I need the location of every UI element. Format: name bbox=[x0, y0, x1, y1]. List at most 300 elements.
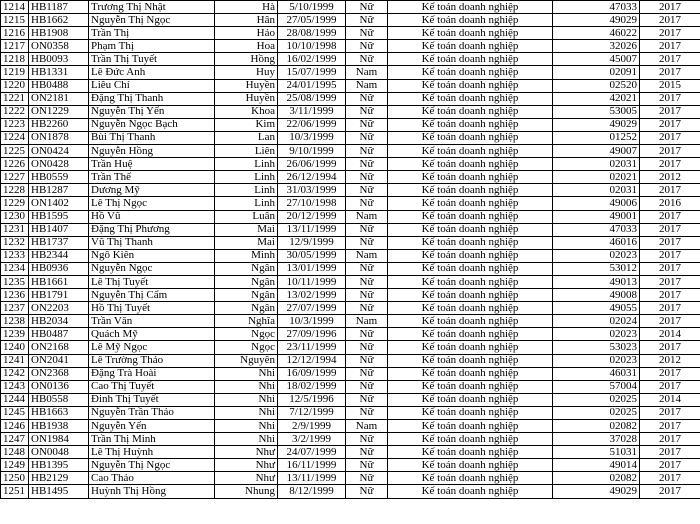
student-code-cell: HB1663 bbox=[29, 406, 89, 419]
gender-cell: Nữ bbox=[346, 118, 388, 131]
major-cell: Kế toán doanh nghiệp bbox=[388, 262, 553, 275]
given-name-cell: Nhi bbox=[215, 380, 278, 393]
surname-middle-name-cell: Nguyễn Yến bbox=[89, 420, 215, 433]
birth-date-cell: 28/08/1999 bbox=[278, 27, 346, 40]
given-name-cell: Ngọc bbox=[215, 341, 278, 354]
surname-middle-name-cell: Bùi Thị Thanh bbox=[89, 131, 215, 144]
given-name-cell: Huyền bbox=[215, 79, 278, 92]
year-cell: 2017 bbox=[640, 53, 700, 66]
birth-date-cell: 7/12/1999 bbox=[278, 406, 346, 419]
major-code-cell: 49029 bbox=[553, 118, 640, 131]
table-row bbox=[1, 171, 700, 184]
table-row bbox=[1, 485, 700, 498]
major-code-cell: 02021 bbox=[553, 171, 640, 184]
major-cell: Kế toán doanh nghiệp bbox=[388, 275, 553, 288]
gender-cell: Nữ bbox=[346, 446, 388, 459]
row-number-cell: 1249 bbox=[1, 459, 29, 472]
gender-cell: Nữ bbox=[346, 27, 388, 40]
birth-date-cell: 18/02/1999 bbox=[278, 380, 346, 393]
birth-date-cell: 3/2/1999 bbox=[278, 433, 346, 446]
birth-date-cell: 10/10/1998 bbox=[278, 40, 346, 53]
major-code-cell: 45007 bbox=[553, 53, 640, 66]
student-code-cell: HB1395 bbox=[29, 459, 89, 472]
given-name-cell: Hân bbox=[215, 14, 278, 27]
birth-date-cell: 13/02/1999 bbox=[278, 289, 346, 302]
year-cell: 2017 bbox=[640, 118, 700, 131]
year-cell: 2017 bbox=[640, 380, 700, 393]
given-name-cell: Ngọc bbox=[215, 328, 278, 341]
gender-cell: Nam bbox=[346, 66, 388, 79]
given-name-cell: Luân bbox=[215, 210, 278, 223]
major-code-cell: 32026 bbox=[553, 40, 640, 53]
major-cell: Kế toán doanh nghiệp bbox=[388, 249, 553, 262]
surname-middle-name-cell: Nguyễn Thị Yến bbox=[89, 105, 215, 118]
major-cell: Kế toán doanh nghiệp bbox=[388, 472, 553, 485]
student-code-cell: HB1737 bbox=[29, 236, 89, 249]
year-cell: 2017 bbox=[640, 92, 700, 105]
given-name-cell: Khoa bbox=[215, 105, 278, 118]
table-row bbox=[1, 158, 700, 171]
table-row bbox=[1, 249, 700, 262]
year-cell: 2017 bbox=[640, 236, 700, 249]
birth-date-cell: 9/10/1999 bbox=[278, 145, 346, 158]
table-row bbox=[1, 341, 700, 354]
surname-middle-name-cell: Nguyễn Trần Thảo bbox=[89, 406, 215, 419]
year-cell: 2017 bbox=[640, 145, 700, 158]
year-cell: 2017 bbox=[640, 446, 700, 459]
table-row bbox=[1, 79, 700, 92]
row-number-cell: 1216 bbox=[1, 27, 29, 40]
major-cell: Kế toán doanh nghiệp bbox=[388, 27, 553, 40]
given-name-cell: Hảo bbox=[215, 27, 278, 40]
student-code-cell: HB2129 bbox=[29, 472, 89, 485]
major-code-cell: 53012 bbox=[553, 262, 640, 275]
major-code-cell: 49013 bbox=[553, 275, 640, 288]
year-cell: 2017 bbox=[640, 459, 700, 472]
table-row bbox=[1, 27, 700, 40]
given-name-cell: Như bbox=[215, 446, 278, 459]
student-code-cell: ON0424 bbox=[29, 145, 89, 158]
table-row bbox=[1, 275, 700, 288]
table-row bbox=[1, 380, 700, 393]
given-name-cell: Hồng bbox=[215, 53, 278, 66]
year-cell: 2017 bbox=[640, 275, 700, 288]
table-row bbox=[1, 302, 700, 315]
major-cell: Kế toán doanh nghiệp bbox=[388, 158, 553, 171]
row-number-cell: 1236 bbox=[1, 289, 29, 302]
gender-cell: Nữ bbox=[346, 236, 388, 249]
gender-cell: Nữ bbox=[346, 184, 388, 197]
birth-date-cell: 12/12/1994 bbox=[278, 354, 346, 367]
major-code-cell: 49001 bbox=[553, 210, 640, 223]
major-cell: Kế toán doanh nghiệp bbox=[388, 197, 553, 210]
table-row bbox=[1, 14, 700, 27]
surname-middle-name-cell: Cao Thảo bbox=[89, 472, 215, 485]
row-number-cell: 1232 bbox=[1, 236, 29, 249]
major-code-cell: 47033 bbox=[553, 223, 640, 236]
row-number-cell: 1226 bbox=[1, 158, 29, 171]
table-row bbox=[1, 145, 700, 158]
year-cell: 2017 bbox=[640, 66, 700, 79]
surname-middle-name-cell: Huỳnh Thị Hồng bbox=[89, 485, 215, 498]
year-cell: 2017 bbox=[640, 433, 700, 446]
year-cell: 2017 bbox=[640, 131, 700, 144]
major-cell: Kế toán doanh nghiệp bbox=[388, 171, 553, 184]
table-row bbox=[1, 328, 700, 341]
year-cell: 2017 bbox=[640, 184, 700, 197]
student-code-cell: HB1908 bbox=[29, 27, 89, 40]
major-cell: Kế toán doanh nghiệp bbox=[388, 446, 553, 459]
student-code-cell: ON0136 bbox=[29, 380, 89, 393]
major-code-cell: 02025 bbox=[553, 393, 640, 406]
table-row bbox=[1, 105, 700, 118]
major-cell: Kế toán doanh nghiệp bbox=[388, 433, 553, 446]
surname-middle-name-cell: Lê Thị Ngọc bbox=[89, 197, 215, 210]
gender-cell: Nam bbox=[346, 249, 388, 262]
given-name-cell: Nhi bbox=[215, 393, 278, 406]
gender-cell: Nữ bbox=[346, 433, 388, 446]
surname-middle-name-cell: Nguyễn Thị Ngọc bbox=[89, 14, 215, 27]
table-row bbox=[1, 53, 700, 66]
table-row bbox=[1, 40, 700, 53]
student-code-cell: HB1495 bbox=[29, 485, 89, 498]
row-number-cell: 1214 bbox=[1, 1, 29, 14]
row-number-cell: 1235 bbox=[1, 275, 29, 288]
birth-date-cell: 24/07/1999 bbox=[278, 446, 346, 459]
gender-cell: Nữ bbox=[346, 275, 388, 288]
gender-cell: Nữ bbox=[346, 158, 388, 171]
row-number-cell: 1248 bbox=[1, 446, 29, 459]
student-code-cell: HB2260 bbox=[29, 118, 89, 131]
surname-middle-name-cell: Cao Thị Tuyết bbox=[89, 380, 215, 393]
major-cell: Kế toán doanh nghiệp bbox=[388, 1, 553, 14]
major-code-cell: 57004 bbox=[553, 380, 640, 393]
major-cell: Kế toán doanh nghiệp bbox=[388, 380, 553, 393]
given-name-cell: Ngân bbox=[215, 302, 278, 315]
given-name-cell: Nhi bbox=[215, 367, 278, 380]
birth-date-cell: 13/11/1999 bbox=[278, 472, 346, 485]
birth-date-cell: 24/01/1995 bbox=[278, 79, 346, 92]
gender-cell: Nữ bbox=[346, 354, 388, 367]
major-code-cell: 46031 bbox=[553, 367, 640, 380]
birth-date-cell: 31/03/1999 bbox=[278, 184, 346, 197]
major-code-cell: 51031 bbox=[553, 446, 640, 459]
student-code-cell: HB0558 bbox=[29, 393, 89, 406]
major-cell: Kế toán doanh nghiệp bbox=[388, 328, 553, 341]
given-name-cell: Như bbox=[215, 459, 278, 472]
row-number-cell: 1233 bbox=[1, 249, 29, 262]
major-code-cell: 53023 bbox=[553, 341, 640, 354]
student-code-cell: ON2041 bbox=[29, 354, 89, 367]
surname-middle-name-cell: Liêu Chí bbox=[89, 79, 215, 92]
surname-middle-name-cell: Vũ Thị Thanh bbox=[89, 236, 215, 249]
major-cell: Kế toán doanh nghiệp bbox=[388, 485, 553, 498]
student-code-cell: HB2344 bbox=[29, 249, 89, 262]
given-name-cell: Mai bbox=[215, 236, 278, 249]
surname-middle-name-cell: Đặng Trà Hoài bbox=[89, 367, 215, 380]
given-name-cell: Nghĩa bbox=[215, 315, 278, 328]
birth-date-cell: 27/09/1996 bbox=[278, 328, 346, 341]
major-cell: Kế toán doanh nghiệp bbox=[388, 118, 553, 131]
year-cell: 2017 bbox=[640, 27, 700, 40]
surname-middle-name-cell: Đặng Thị Thanh bbox=[89, 92, 215, 105]
student-code-cell: ON2203 bbox=[29, 302, 89, 315]
major-cell: Kế toán doanh nghiệp bbox=[388, 66, 553, 79]
gender-cell: Nữ bbox=[346, 223, 388, 236]
student-code-cell: ON1984 bbox=[29, 433, 89, 446]
row-number-cell: 1231 bbox=[1, 223, 29, 236]
student-code-cell: HB0936 bbox=[29, 262, 89, 275]
row-number-cell: 1217 bbox=[1, 40, 29, 53]
birth-date-cell: 10/3/1999 bbox=[278, 131, 346, 144]
birth-date-cell: 30/05/1999 bbox=[278, 249, 346, 262]
year-cell: 2014 bbox=[640, 328, 700, 341]
surname-middle-name-cell: Lê Thị Huỳnh bbox=[89, 446, 215, 459]
gender-cell: Nữ bbox=[346, 302, 388, 315]
row-number-cell: 1243 bbox=[1, 380, 29, 393]
major-code-cell: 53005 bbox=[553, 105, 640, 118]
year-cell: 2017 bbox=[640, 105, 700, 118]
year-cell: 2017 bbox=[640, 420, 700, 433]
year-cell: 2016 bbox=[640, 197, 700, 210]
student-code-cell: HB0487 bbox=[29, 328, 89, 341]
gender-cell: Nữ bbox=[346, 459, 388, 472]
row-number-cell: 1238 bbox=[1, 315, 29, 328]
year-cell: 2017 bbox=[640, 210, 700, 223]
year-cell: 2017 bbox=[640, 14, 700, 27]
student-code-cell: HB0093 bbox=[29, 53, 89, 66]
student-code-cell: ON1878 bbox=[29, 131, 89, 144]
table-row bbox=[1, 406, 700, 419]
gender-cell: Nữ bbox=[346, 328, 388, 341]
surname-middle-name-cell: Hồ Thị Tuyết bbox=[89, 302, 215, 315]
surname-middle-name-cell: Lê Thị Tuyết bbox=[89, 275, 215, 288]
table-row bbox=[1, 433, 700, 446]
surname-middle-name-cell: Dương Mỹ bbox=[89, 184, 215, 197]
student-code-cell: HB1331 bbox=[29, 66, 89, 79]
major-code-cell: 46016 bbox=[553, 236, 640, 249]
major-code-cell: 46022 bbox=[553, 27, 640, 40]
given-name-cell: Hà bbox=[215, 1, 278, 14]
surname-middle-name-cell: Lê Đức Anh bbox=[89, 66, 215, 79]
table-body bbox=[1, 1, 700, 499]
birth-date-cell: 25/08/1999 bbox=[278, 92, 346, 105]
birth-date-cell: 27/07/1999 bbox=[278, 302, 346, 315]
surname-middle-name-cell: Quách Mỹ bbox=[89, 328, 215, 341]
major-code-cell: 02091 bbox=[553, 66, 640, 79]
given-name-cell: Hoa bbox=[215, 40, 278, 53]
gender-cell: Nam bbox=[346, 210, 388, 223]
row-number-cell: 1227 bbox=[1, 171, 29, 184]
major-cell: Kế toán doanh nghiệp bbox=[388, 393, 553, 406]
row-number-cell: 1242 bbox=[1, 367, 29, 380]
major-cell: Kế toán doanh nghiệp bbox=[388, 184, 553, 197]
surname-middle-name-cell: Trần Thị bbox=[89, 27, 215, 40]
surname-middle-name-cell: Trần Văn bbox=[89, 315, 215, 328]
table-row bbox=[1, 393, 700, 406]
table-row bbox=[1, 354, 700, 367]
gender-cell: Nữ bbox=[346, 14, 388, 27]
birth-date-cell: 26/12/1994 bbox=[278, 171, 346, 184]
gender-cell: Nữ bbox=[346, 145, 388, 158]
student-code-cell: HB1791 bbox=[29, 289, 89, 302]
birth-date-cell: 27/10/1998 bbox=[278, 197, 346, 210]
student-code-cell: HB1287 bbox=[29, 184, 89, 197]
year-cell: 2014 bbox=[640, 393, 700, 406]
gender-cell: Nữ bbox=[346, 341, 388, 354]
given-name-cell: Linh bbox=[215, 171, 278, 184]
major-code-cell: 49006 bbox=[553, 197, 640, 210]
given-name-cell: Linh bbox=[215, 197, 278, 210]
gender-cell: Nam bbox=[346, 315, 388, 328]
major-code-cell: 02023 bbox=[553, 328, 640, 341]
surname-middle-name-cell: Lê Mỹ Ngọc bbox=[89, 341, 215, 354]
birth-date-cell: 13/01/1999 bbox=[278, 262, 346, 275]
major-code-cell: 02082 bbox=[553, 420, 640, 433]
major-cell: Kế toán doanh nghiệp bbox=[388, 406, 553, 419]
birth-date-cell: 16/11/1999 bbox=[278, 459, 346, 472]
gender-cell: Nữ bbox=[346, 367, 388, 380]
given-name-cell: Liên bbox=[215, 145, 278, 158]
major-code-cell: 01252 bbox=[553, 131, 640, 144]
birth-date-cell: 8/12/1999 bbox=[278, 485, 346, 498]
major-cell: Kế toán doanh nghiệp bbox=[388, 341, 553, 354]
major-cell: Kế toán doanh nghiệp bbox=[388, 210, 553, 223]
student-code-cell: HB1938 bbox=[29, 420, 89, 433]
row-number-cell: 1251 bbox=[1, 485, 29, 498]
year-cell: 2015 bbox=[640, 79, 700, 92]
year-cell: 2017 bbox=[640, 472, 700, 485]
student-code-cell: ON1402 bbox=[29, 197, 89, 210]
given-name-cell: Ngân bbox=[215, 275, 278, 288]
table-row bbox=[1, 210, 700, 223]
major-code-cell: 02031 bbox=[553, 158, 640, 171]
row-number-cell: 1247 bbox=[1, 433, 29, 446]
year-cell: 2017 bbox=[640, 341, 700, 354]
student-code-cell: HB1407 bbox=[29, 223, 89, 236]
gender-cell: Nữ bbox=[346, 472, 388, 485]
student-code-cell: ON0358 bbox=[29, 40, 89, 53]
surname-middle-name-cell: Đinh Thị Tuyết bbox=[89, 393, 215, 406]
table-row bbox=[1, 92, 700, 105]
major-cell: Kế toán doanh nghiệp bbox=[388, 223, 553, 236]
major-cell: Kế toán doanh nghiệp bbox=[388, 315, 553, 328]
row-number-cell: 1219 bbox=[1, 66, 29, 79]
table-row bbox=[1, 472, 700, 485]
given-name-cell: Lan bbox=[215, 131, 278, 144]
major-code-cell: 42021 bbox=[553, 92, 640, 105]
given-name-cell: Nhi bbox=[215, 433, 278, 446]
birth-date-cell: 15/07/1999 bbox=[278, 66, 346, 79]
row-number-cell: 1224 bbox=[1, 131, 29, 144]
major-code-cell: 02024 bbox=[553, 315, 640, 328]
table-row bbox=[1, 289, 700, 302]
major-code-cell: 02025 bbox=[553, 406, 640, 419]
surname-middle-name-cell: Nguyễn Thị Cẩm bbox=[89, 289, 215, 302]
surname-middle-name-cell: Trần Thị Tuyết bbox=[89, 53, 215, 66]
surname-middle-name-cell: Ngô Kiên bbox=[89, 249, 215, 262]
surname-middle-name-cell: Trương Thị Nhật bbox=[89, 1, 215, 14]
surname-middle-name-cell: Hồ Vũ bbox=[89, 210, 215, 223]
birth-date-cell: 3/11/1999 bbox=[278, 105, 346, 118]
surname-middle-name-cell: Trần Thế bbox=[89, 171, 215, 184]
row-number-cell: 1237 bbox=[1, 302, 29, 315]
student-code-cell: HB1595 bbox=[29, 210, 89, 223]
row-number-cell: 1221 bbox=[1, 92, 29, 105]
major-cell: Kế toán doanh nghiệp bbox=[388, 236, 553, 249]
given-name-cell: Minh bbox=[215, 249, 278, 262]
gender-cell: Nữ bbox=[346, 262, 388, 275]
row-number-cell: 1246 bbox=[1, 420, 29, 433]
table-row bbox=[1, 184, 700, 197]
birth-date-cell: 27/05/1999 bbox=[278, 14, 346, 27]
year-cell: 2012 bbox=[640, 354, 700, 367]
major-cell: Kế toán doanh nghiệp bbox=[388, 354, 553, 367]
student-code-cell: HB1661 bbox=[29, 275, 89, 288]
gender-cell: Nữ bbox=[346, 393, 388, 406]
year-cell: 2017 bbox=[640, 262, 700, 275]
major-cell: Kế toán doanh nghiệp bbox=[388, 459, 553, 472]
gender-cell: Nữ bbox=[346, 92, 388, 105]
major-code-cell: 02082 bbox=[553, 472, 640, 485]
student-code-cell: HB1187 bbox=[29, 1, 89, 14]
year-cell: 2017 bbox=[640, 158, 700, 171]
major-cell: Kế toán doanh nghiệp bbox=[388, 79, 553, 92]
row-number-cell: 1222 bbox=[1, 105, 29, 118]
year-cell: 2017 bbox=[640, 1, 700, 14]
gender-cell: Nam bbox=[346, 420, 388, 433]
major-code-cell: 49007 bbox=[553, 145, 640, 158]
table-row bbox=[1, 66, 700, 79]
table-row bbox=[1, 420, 700, 433]
gender-cell: Nữ bbox=[346, 197, 388, 210]
birth-date-cell: 20/12/1999 bbox=[278, 210, 346, 223]
major-cell: Kế toán doanh nghiệp bbox=[388, 367, 553, 380]
major-code-cell: 02031 bbox=[553, 184, 640, 197]
gender-cell: Nữ bbox=[346, 1, 388, 14]
year-cell: 2012 bbox=[640, 171, 700, 184]
major-cell: Kế toán doanh nghiệp bbox=[388, 14, 553, 27]
given-name-cell: Nhung bbox=[215, 485, 278, 498]
year-cell: 2017 bbox=[640, 289, 700, 302]
birth-date-cell: 23/11/1999 bbox=[278, 341, 346, 354]
birth-date-cell: 16/09/1999 bbox=[278, 367, 346, 380]
student-code-cell: ON2368 bbox=[29, 367, 89, 380]
row-number-cell: 1245 bbox=[1, 406, 29, 419]
major-cell: Kế toán doanh nghiệp bbox=[388, 420, 553, 433]
surname-middle-name-cell: Nguyễn Thị Ngọc bbox=[89, 459, 215, 472]
row-number-cell: 1244 bbox=[1, 393, 29, 406]
gender-cell: Nữ bbox=[346, 406, 388, 419]
major-code-cell: 02023 bbox=[553, 354, 640, 367]
year-cell: 2017 bbox=[640, 302, 700, 315]
major-code-cell: 02520 bbox=[553, 79, 640, 92]
gender-cell: Nữ bbox=[346, 380, 388, 393]
row-number-cell: 1223 bbox=[1, 118, 29, 131]
table-row bbox=[1, 459, 700, 472]
row-number-cell: 1215 bbox=[1, 14, 29, 27]
major-code-cell: 49008 bbox=[553, 289, 640, 302]
birth-date-cell: 5/10/1999 bbox=[278, 1, 346, 14]
given-name-cell: Nhi bbox=[215, 406, 278, 419]
given-name-cell: Nguyên bbox=[215, 354, 278, 367]
birth-date-cell: 12/9/1999 bbox=[278, 236, 346, 249]
year-cell: 2017 bbox=[640, 485, 700, 498]
row-number-cell: 1250 bbox=[1, 472, 29, 485]
year-cell: 2017 bbox=[640, 367, 700, 380]
row-number-cell: 1240 bbox=[1, 341, 29, 354]
surname-middle-name-cell: Phạm Thị bbox=[89, 40, 215, 53]
